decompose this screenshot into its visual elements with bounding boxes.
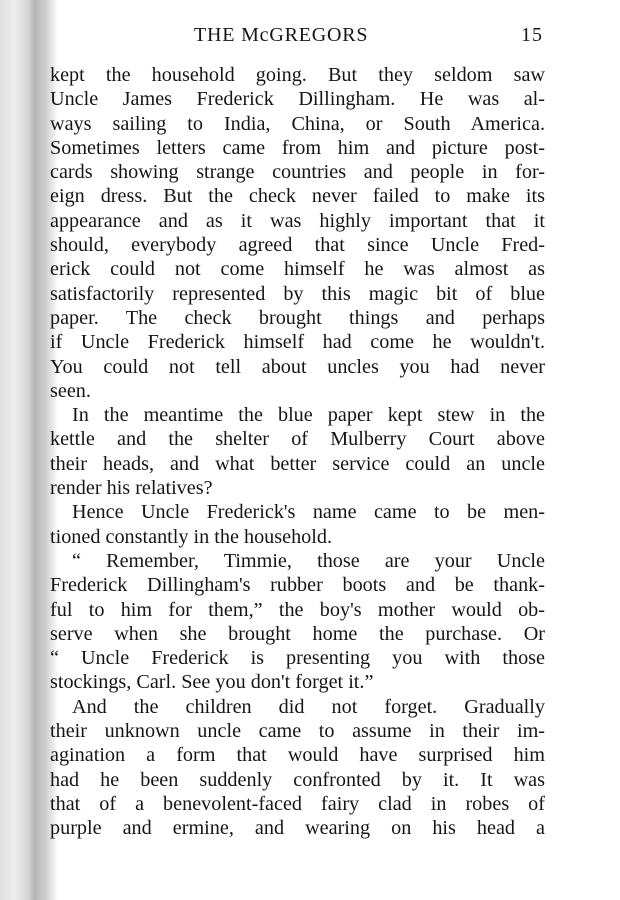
text-line: their heads, and what better service could an uncle <box>50 452 545 475</box>
text-line: that of a benevolent-faced fairy clad in robes of <box>50 792 545 815</box>
text-line: ful to him for them,” the boy's mother would ob- <box>50 598 545 621</box>
text-line: stockings, Carl. See you don't forget it.” <box>50 671 374 694</box>
text-line: kept the household going. But they seldom saw <box>50 64 545 86</box>
text-line: paper. The check brought things and perhaps <box>50 306 545 329</box>
text-line: satisfactorily represented by this magic bit of blue <box>50 282 545 305</box>
text-line: serve when she brought home the purchase. Or <box>50 622 545 645</box>
text-line: seen. <box>50 379 91 402</box>
text-line: Uncle James Frederick Dillingham. He was al- <box>50 88 545 111</box>
text-line: “ Uncle Frederick is presenting you with those <box>50 647 545 670</box>
text-line: appearance and as it was highly important that it <box>50 209 545 232</box>
text-line: had he been suddenly confronted by it. It was <box>50 768 545 791</box>
page-number: 15 <box>521 24 543 46</box>
text-line: cards showing strange countries and people in for- <box>50 161 545 184</box>
text-line: agination a form that would have surprised him <box>50 744 545 767</box>
page-header <box>50 24 545 52</box>
text-line: You could not tell about uncles you had never <box>50 355 545 378</box>
running-head: THE McGREGORS <box>194 24 369 46</box>
page-fold <box>28 0 42 900</box>
text-line: kettle and the shelter of Mulberry Court above <box>50 428 545 451</box>
text-line: if Uncle Frederick himself had come he wouldn't. <box>50 331 545 354</box>
text-line: And the children did not forget. Gradually <box>72 695 545 718</box>
text-line: tioned constantly in the household. <box>50 525 333 548</box>
text-line: In the meantime the blue paper kept stew in the <box>72 404 545 427</box>
text-line: their unknown uncle came to assume in their im- <box>50 720 545 743</box>
text-line: purple and ermine, and wearing on his head a <box>50 817 545 840</box>
text-line: should, everybody agreed that since Uncle Fred- <box>50 234 545 257</box>
text-line: Frederick Dillingham's rubber boots and be thank- <box>50 574 545 597</box>
body-text <box>50 63 545 841</box>
text-line: erick could not come himself he was almost as <box>50 258 545 281</box>
text-line: eign dress. But the check never failed to make its <box>50 185 545 208</box>
text-line: Hence Uncle Frederick's name came to be men- <box>72 501 545 524</box>
text-line: render his relatives? <box>50 477 213 500</box>
text-line: Sometimes letters came from him and picture post- <box>50 136 545 159</box>
text-line: “ Remember, Timmie, those are your Uncle <box>72 549 545 572</box>
text-line: ways sailing to India, China, or South America. <box>50 112 545 135</box>
